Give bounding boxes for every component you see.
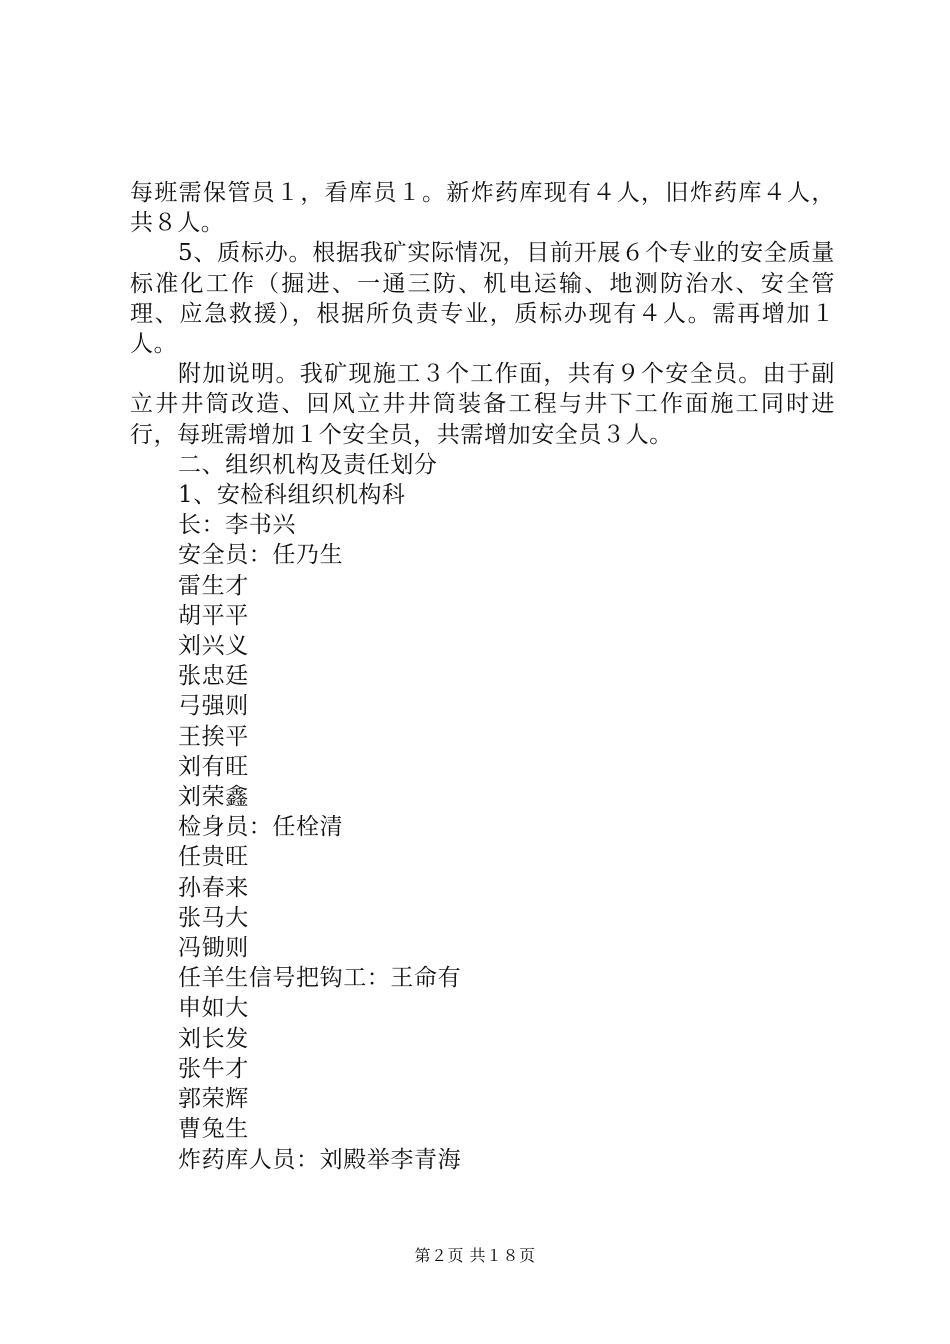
list-item: 安全员：任乃生: [178, 542, 344, 569]
paragraph-3: 附加说明。我矿现施工３个工作面，共有９个安全员。由于副立井井筒改造、回风立井井筒装备工程与井下工作面施工同时进行，每班需增加１个安全员，共需增加安全员３人。: [130, 361, 835, 448]
list-item: 张忠廷: [178, 663, 249, 690]
list-item: 刘兴义: [178, 633, 249, 660]
list-item: 张马大: [178, 904, 249, 931]
subsection-heading: 1、安检科组织机构科: [178, 482, 406, 509]
list-item: 郭荣辉: [178, 1086, 249, 1113]
list-item: 雷生才: [178, 572, 249, 599]
list-item: 申如大: [178, 995, 249, 1022]
list-item: 王挨平: [178, 723, 249, 750]
list-item: 曹兔生: [178, 1116, 249, 1143]
list-item: 长：李书兴: [178, 512, 296, 539]
list-item: 孙春来: [178, 874, 249, 901]
list-item: 检身员：任栓清: [178, 814, 344, 841]
list-item: 炸药库人员：刘殿举李青海: [178, 1146, 462, 1173]
document-body: [130, 178, 835, 1175]
list-item: 弓强则: [178, 693, 249, 720]
paragraph-1: 每班需保管员１，看库员１。新炸药库现有４人，旧炸药库４人，共８人。: [130, 180, 835, 237]
list-item: 刘荣鑫: [178, 784, 249, 811]
organization-list: [130, 450, 835, 1175]
list-item: 冯锄则: [178, 935, 249, 962]
list-item: 刘有旺: [178, 753, 249, 780]
page-footer: 第２页 共１８页: [414, 1246, 536, 1265]
section-heading: 二、组织机构及责任划分: [178, 451, 438, 478]
list-item: 任贵旺: [178, 844, 249, 871]
list-item: 胡平平: [178, 602, 249, 629]
list-item: 任羊生信号把钩工：王命有: [178, 965, 462, 992]
list-item: 刘长发: [178, 1025, 249, 1052]
paragraph-2: 5、质标办。根据我矿实际情况，目前开展６个专业的安全质量标准化工作（掘进、一通三防、机电运输、地测防治水、安全管理、应急救援），根据所负责专业，质标办现有４人。需再增加１人。: [130, 240, 835, 358]
list-item: 张牛才: [178, 1055, 249, 1082]
